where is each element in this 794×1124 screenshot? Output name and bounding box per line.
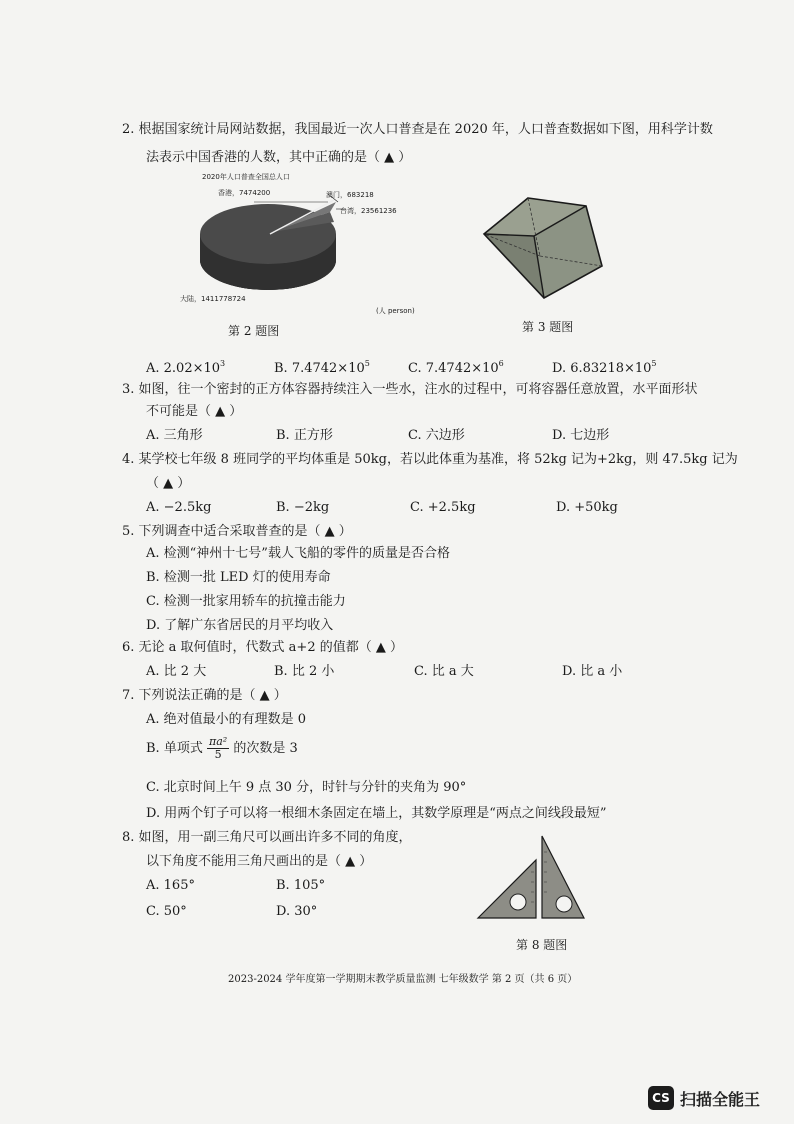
q2-option-c[interactable]: C. $7.4742\times 10^6$ [408, 359, 504, 376]
q4-option-a[interactable]: A. −2.5kg [146, 500, 212, 515]
monomial-fraction: $\frac{\text{πa²}}{5}$ [208, 735, 228, 761]
q2-label-hk: 香港，7474200 [218, 189, 271, 197]
q2-label-macau: 澳门，683218 [326, 191, 374, 199]
q2-option-a[interactable]: A. $2.02\times 10^3$ [146, 359, 226, 376]
q2-label-taiwan: 台湾，23561236 [340, 207, 397, 215]
q8-option-c[interactable]: C. 50° [146, 904, 187, 919]
q6-option-b[interactable]: B. 比 2 小 [274, 664, 335, 679]
q7-option-d[interactable]: D. 用两个钉子可以将一根细木条固定在墙上，其数学原理是“两点之间线段最短” [146, 806, 607, 821]
q8-caption: 第 8 题图 [516, 938, 568, 952]
q3-cube-figure [478, 192, 608, 304]
q8-stem-line1: 8. 如图，用一副三角尺可以画出许多不同的角度， [122, 830, 412, 845]
q5-option-d[interactable]: D. 了解广东省居民的月平均收入 [146, 618, 334, 633]
scanner-watermark [648, 1086, 760, 1110]
q3-stem-line2: 不可能是（ ▲ ） [146, 404, 243, 419]
q3-option-b[interactable]: B. 正方形 [276, 428, 333, 443]
q8-triangle-rulers [474, 832, 592, 924]
q3-option-c[interactable]: C. 六边形 [408, 428, 465, 443]
q7-stem: 7. 下列说法正确的是（ ▲ ） [122, 688, 287, 703]
q8-option-b[interactable]: B. 105° [276, 878, 326, 893]
q3-stem-line1: 3. 如图，往一个密封的正方体容器持续注入一些水，注水的过程中，可将容器任意放置，水平面形状 [122, 382, 698, 397]
q8-option-a[interactable]: A. 165° [146, 878, 195, 893]
q5-option-a[interactable]: A. 检测“神州十七号”载人飞船的零件的质量是否合格 [146, 546, 450, 561]
q4-stem-line1: 4. 某学校七年级 8 班同学的平均体重是 50kg，若以此体重为基准，将 52kg 记为+2kg，则 47.5kg 记为 [122, 452, 738, 467]
q2-caption: 第 2 题图 [228, 324, 280, 338]
q3-option-d[interactable]: D. 七边形 [552, 428, 610, 443]
q6-option-a[interactable]: A. 比 2 大 [146, 664, 207, 679]
q6-option-c[interactable]: C. 比 a 大 [414, 664, 474, 679]
q4-option-c[interactable]: C. +2.5kg [410, 500, 476, 515]
page-footer: 2023-2024 学年度第一学期期末教学质量监测 七年级数学 第 2 页（共 6 页） [228, 974, 578, 985]
q2-option-b[interactable]: B. $7.4742\times 10^5$ [274, 359, 370, 376]
q7-option-c[interactable]: C. 北京时间上午 9 点 30 分，时针与分针的夹角为 90° [146, 780, 467, 795]
q7-option-b[interactable]: B. 单项式 $\frac{\text{πa²}}{5}$ 的次数是 3 [146, 735, 298, 761]
q5-option-c[interactable]: C. 检测一批家用轿车的抗撞击能力 [146, 594, 346, 609]
q2-stem-line1: 2. 根据国家统计局网站数据，我国最近一次人口普查是在 2020 年，人口普查数据如下图，用科学计数 [122, 122, 713, 137]
brand-name: 扫描全能王 [680, 1089, 761, 1109]
q6-option-d[interactable]: D. 比 a 小 [562, 664, 623, 679]
q5-option-b[interactable]: B. 检测一批 LED 灯的使用寿命 [146, 570, 331, 585]
q8-stem-line2: 以下角度不能用三角尺画出的是（ ▲ ） [146, 854, 373, 869]
q8-option-d[interactable]: D. 30° [276, 904, 318, 919]
q2-pie-chart [190, 182, 390, 308]
q2-unit: (人 person) [376, 307, 415, 315]
q3-option-a[interactable]: A. 三角形 [146, 428, 203, 443]
q4-option-d[interactable]: D. +50kg [556, 500, 618, 515]
q7-option-a[interactable]: A. 绝对值最小的有理数是 0 [146, 712, 307, 727]
q6-stem: 6. 无论 a 取何值时，代数式 a+2 的值都（ ▲ ） [122, 640, 403, 655]
q2-option-d[interactable]: D. $6.83218\times 10^5$ [552, 359, 657, 376]
q2-stem-line2: 法表示中国香港的人数，其中正确的是（ ▲ ） [146, 150, 412, 165]
q4-stem-line2: （ ▲ ） [146, 476, 191, 491]
q5-stem: 5. 下列调查中适合采取普查的是（ ▲ ） [122, 524, 352, 539]
q4-option-b[interactable]: B. −2kg [276, 500, 330, 515]
q3-caption: 第 3 题图 [522, 320, 574, 334]
q2-figure-title: 2020年人口普查全国总人口 [202, 173, 290, 181]
cs-logo-icon: CS [648, 1086, 674, 1110]
q2-label-mainland: 大陆，1411778724 [180, 295, 246, 303]
